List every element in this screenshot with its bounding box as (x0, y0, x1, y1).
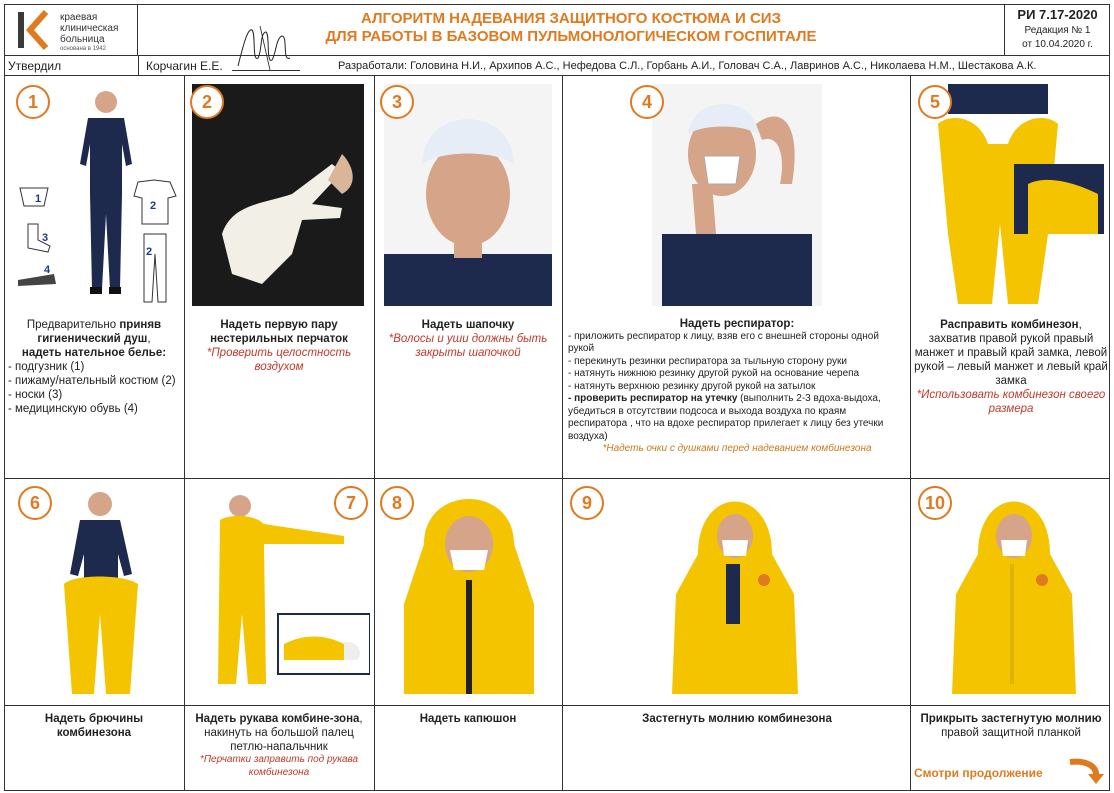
step-number-10: 10 (918, 486, 952, 520)
step2-text: Надеть первую пару нестерильных перчаток *Проверить целостность воздухом (206, 319, 352, 373)
approver-name: Корчагин Е.Е. (146, 59, 223, 73)
pants-label: 2 (146, 246, 153, 258)
step-number-5: 5 (918, 85, 952, 119)
step8-text: Надеть капюшон (419, 713, 517, 725)
approved-label: Утвердил (8, 59, 62, 73)
sock-label: 3 (42, 232, 49, 244)
signature-icon (230, 22, 300, 72)
shoe-label: 4 (44, 264, 51, 276)
approval-row (4, 56, 1110, 76)
step5-text: Расправить комбинезон, захватив правой рукой правый манжет и правый край замка, левой рукой – левый манжет и левый край замка *Использовать комбинезон своего размера (914, 319, 1108, 415)
doc-code: РИ 7.17-2020 (1017, 7, 1098, 22)
hospital-logo-icon (16, 10, 50, 50)
step7-text: Надеть рукава комбине-зона, накинуть на большой палец петлю-напальчник *Перчатки заправить под рукава комбинезона (195, 713, 363, 778)
step-number-3: 3 (380, 85, 414, 119)
step-number-1: 1 (16, 85, 50, 119)
logo (4, 4, 138, 56)
step8-photo (384, 484, 554, 702)
header (4, 4, 1110, 56)
developers: Разработали: Головина Н.И., Архипов А.С., Нефедова С.Л., Горбань А.И., Головач С.А., Лавринов А.С., Николаева Н.М., Шестакова А.К. (338, 60, 1037, 72)
step-number-4: 4 (630, 85, 664, 119)
step10-text: Прикрыть застегнутую молнию правой защитной планкой (920, 713, 1102, 739)
logo-text: краевая клиническая больница (60, 12, 119, 45)
step5-photo (918, 84, 1104, 306)
step1-text: Предварительно приняв гигиенический душ, надеть нательное белье: - подгузник (1) - пижаму/нательный костюм (2) - носки (3) - медицинскую обувь (4) (8, 319, 176, 415)
step10-photo (944, 484, 1084, 702)
step-number-7: 7 (334, 486, 368, 520)
shirt-label: 2 (150, 200, 157, 212)
step3-text: Надеть шапочку *Волосы и уши должны быть закрыты шапочкой (388, 319, 548, 359)
step-number-9: 9 (570, 486, 604, 520)
continue-label: Смотри продолжение (914, 766, 1043, 780)
step2-photo (192, 84, 364, 306)
document-info (1004, 4, 1110, 56)
diaper-label: 1 (35, 193, 42, 205)
step3-photo (384, 84, 552, 306)
step-number-6: 6 (18, 486, 52, 520)
step-number-8: 8 (380, 486, 414, 520)
step9-text: Застегнуть молнию комбинезона (642, 713, 832, 725)
step4-photo (652, 84, 822, 306)
step-number-2: 2 (190, 85, 224, 119)
step6-text: Надеть брючины комбинезона (44, 713, 144, 739)
logo-subtitle: основана в 1942 (60, 46, 106, 52)
page-title: АЛГОРИТМ НАДЕВАНИЯ ЗАЩИТНОГО КОСТЮМА И СИЗ ДЛЯ РАБОТЫ В БАЗОВОМ ПУЛЬМОНОЛОГИЧЕСКОМ ГОСПИТАЛЕ (325, 10, 817, 45)
doc-date: от 10.04.2020 г. (1022, 39, 1093, 50)
continue-arrow-icon (1066, 756, 1106, 786)
step4-text: Надеть респиратор: - приложить респиратор к лицу, взяв его с внешней стороны одной рукой - перекинуть резинки респиратора за тыльную сторону руки - натянуть нижнюю резинку другой рукой на основание черепа - натянуть верхнюю резинку другой рукой на затылок - проверить респиратор на утечку (выполнить 2-3 вдоха-выдоха, убедиться в отсутствии подсоса и выхода воздуха по краям респиратора , что на вдохе респиратор прилегает к лицу без утечки воздуха) *Надеть очки с душками перед надеванием комбинезона (568, 318, 884, 454)
step9-photo (668, 484, 802, 702)
revision: Редакция № 1 (1024, 25, 1091, 36)
